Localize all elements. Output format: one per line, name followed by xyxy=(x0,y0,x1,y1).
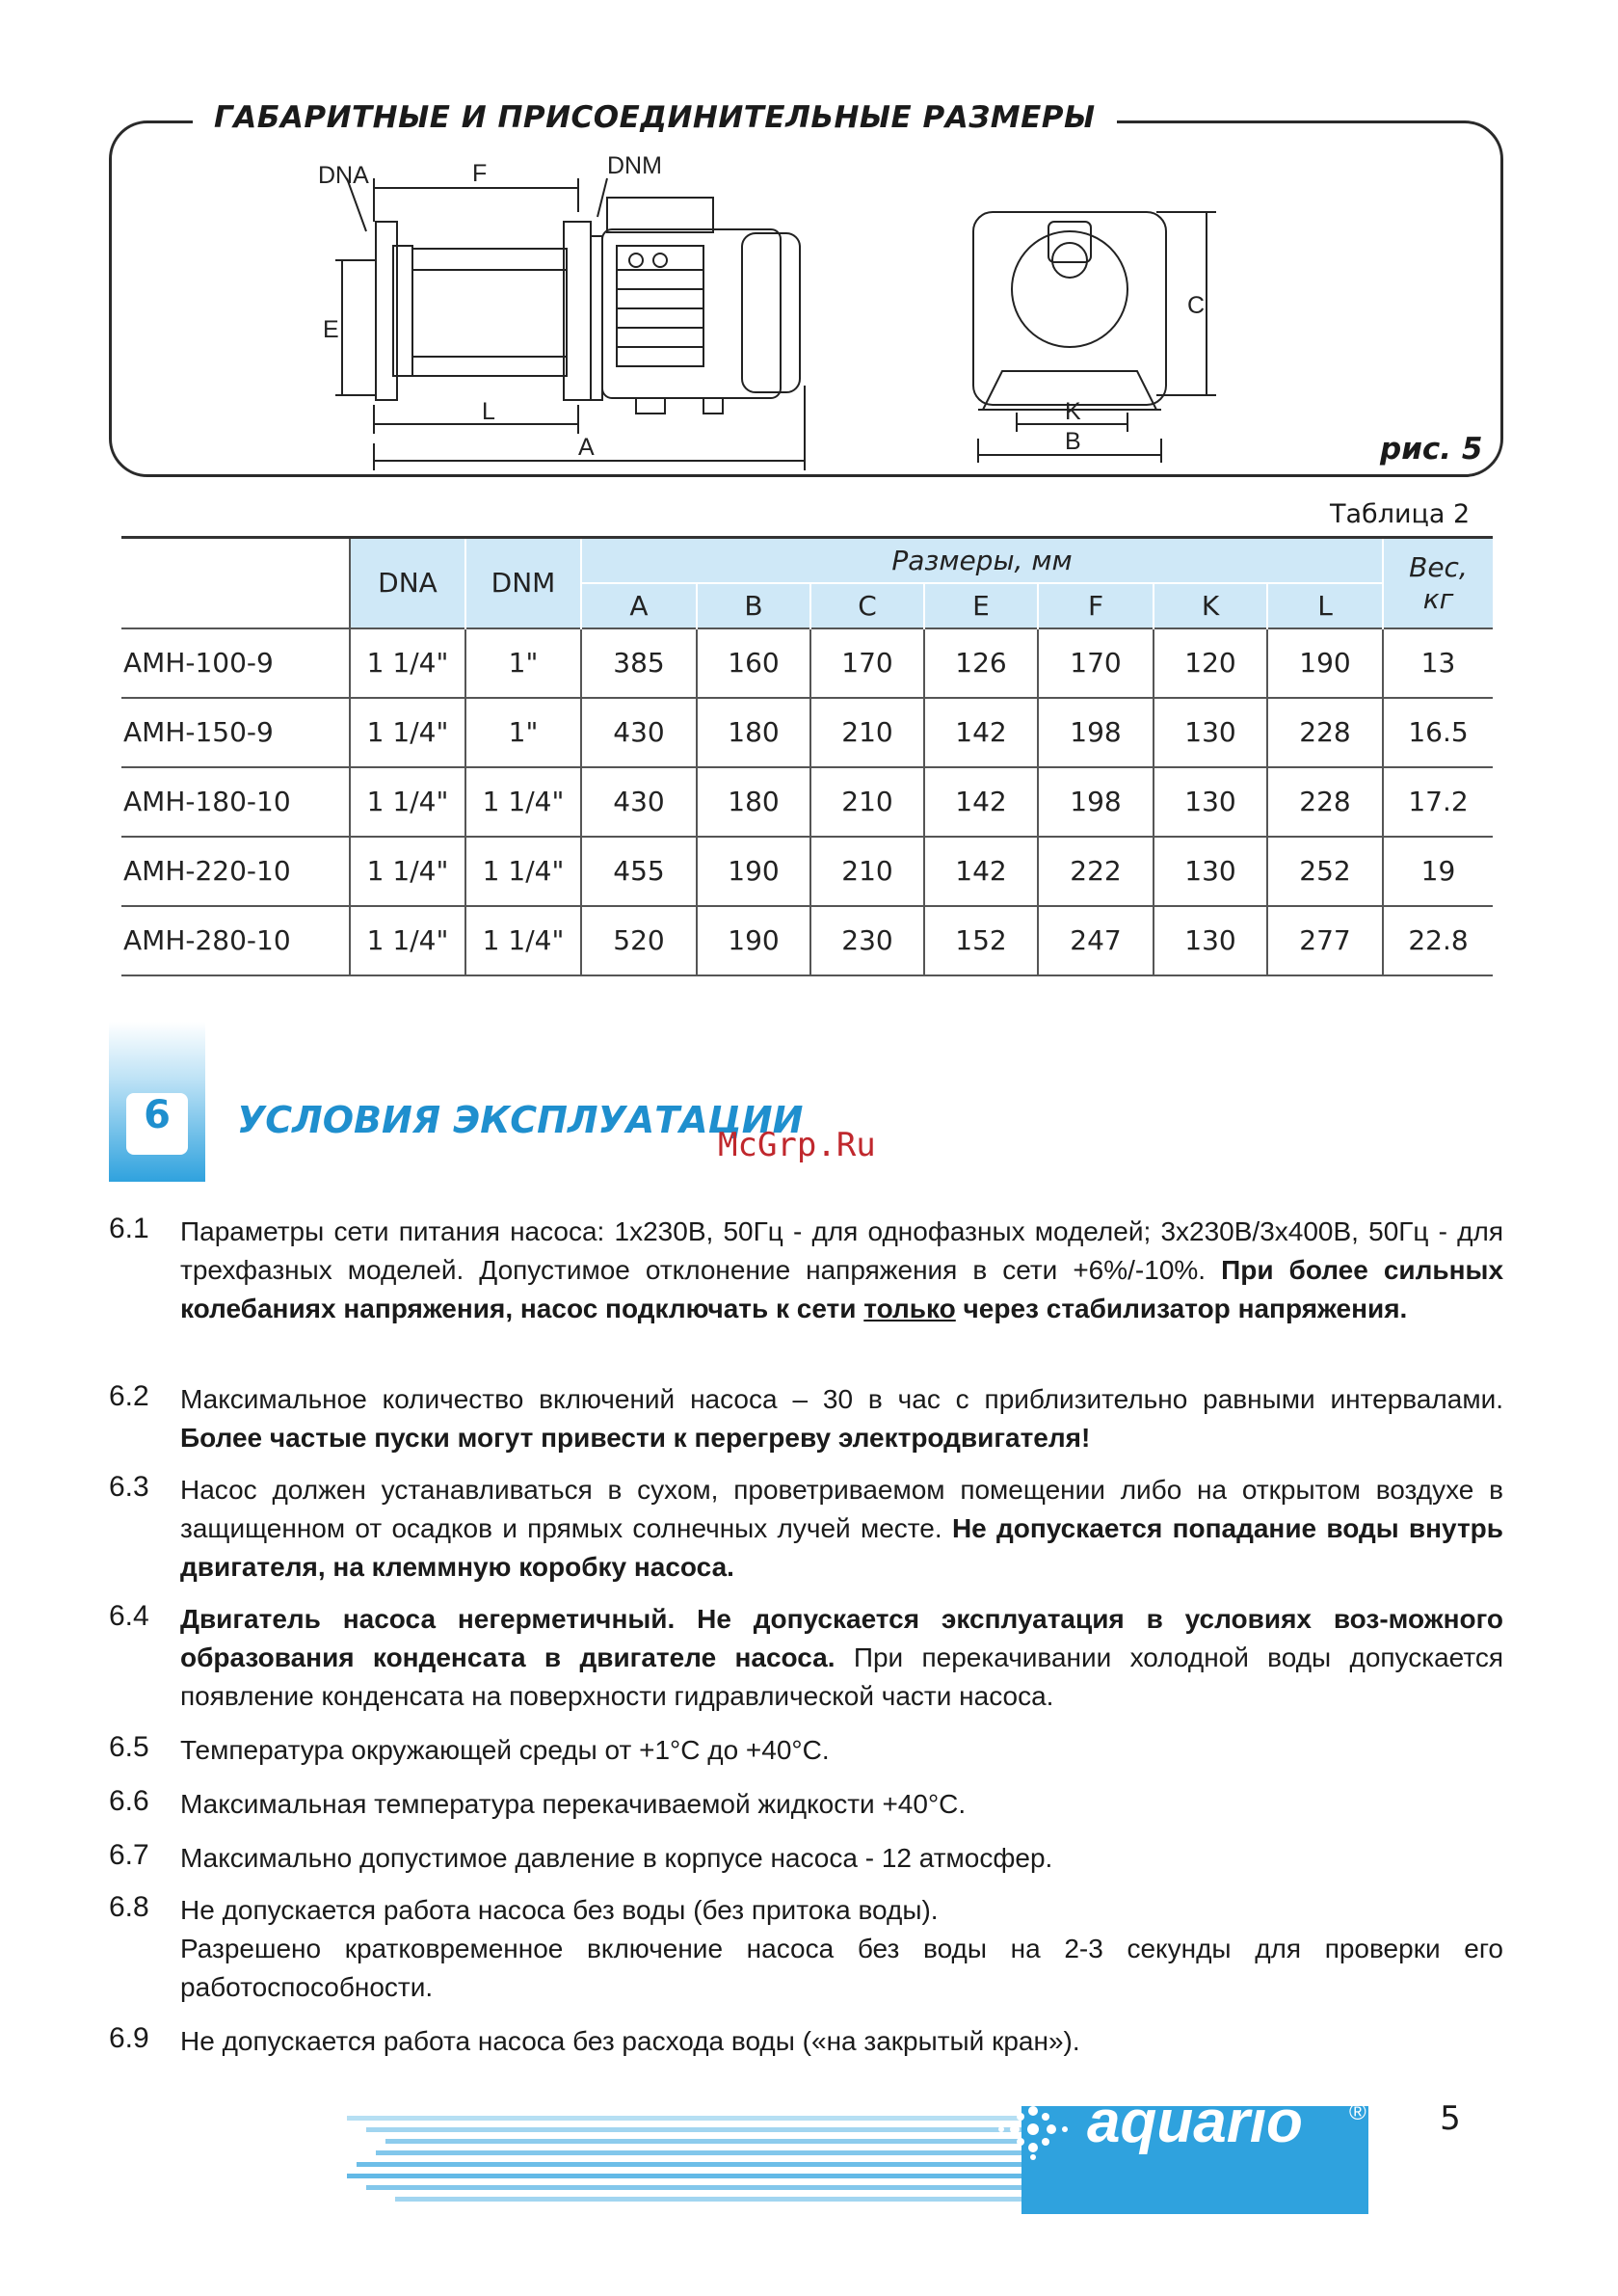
item-number: 6.7 xyxy=(109,1839,149,1871)
item-text-plain: Разрешено кратковременное включение насоса без воды на 2-3 секунды для проверки его работоспособности. xyxy=(180,1934,1503,2002)
cell-model: AMH-100-9 xyxy=(121,628,350,698)
pump-front-view xyxy=(964,193,1233,463)
cell-l: 228 xyxy=(1267,698,1383,767)
cell-f: 170 xyxy=(1038,628,1154,698)
cell-dna: 1 1/4" xyxy=(350,767,465,837)
cell-l: 228 xyxy=(1267,767,1383,837)
header-dim-f: F xyxy=(1038,583,1154,628)
section-number: 6 xyxy=(126,1093,188,1155)
pump-side-view xyxy=(318,154,819,472)
item-text-plain: Параметры сети питания насоса: 1x230В, 50Гц - для однофазных моделей; 3x230В/3x400В, 50Гц - для трехфазных моделей. Допустимое отклонение напряжения в сети +6%/-10%. xyxy=(180,1216,1503,1285)
item-number: 6.1 xyxy=(109,1213,149,1244)
item-text-bold: через стабилизатор напряжения. xyxy=(963,1294,1408,1323)
item-text: Максимально допустимое давление в корпусе насоса - 12 атмосфер. xyxy=(180,1843,1053,1873)
item-number: 6.8 xyxy=(109,1891,149,1923)
cell-model: AMH-180-10 xyxy=(121,767,350,837)
cell-weight: 16.5 xyxy=(1383,698,1493,767)
table-row xyxy=(121,767,1493,837)
item-text-bold: Более частые пуски могут привести к перегреву электродвигателя! xyxy=(180,1423,1091,1453)
label-a: A xyxy=(578,434,595,461)
cell-a: 430 xyxy=(581,698,697,767)
cell-dnm: 1 1/4" xyxy=(465,906,581,975)
item-number: 6.3 xyxy=(109,1471,149,1503)
item-text xyxy=(180,1891,1503,2007)
label-dna: DNA xyxy=(318,162,369,189)
cell-f: 222 xyxy=(1038,837,1154,906)
cell-l: 277 xyxy=(1267,906,1383,975)
item-text xyxy=(180,1471,1503,1587)
cell-weight: 17.2 xyxy=(1383,767,1493,837)
cell-weight: 13 xyxy=(1383,628,1493,698)
brand-registered-mark: ® xyxy=(1349,2099,1366,2125)
label-e: E xyxy=(323,316,339,343)
cell-f: 247 xyxy=(1038,906,1154,975)
item-text-underlined: только xyxy=(863,1294,956,1323)
cell-dnm: 1 1/4" xyxy=(465,837,581,906)
figure-caption: рис. 5 xyxy=(1380,432,1483,467)
figure-title: ГАБАРИТНЫЕ И ПРИСОЕДИНИТЕЛЬНЫЕ РАЗМЕРЫ xyxy=(193,100,1117,135)
cell-e: 126 xyxy=(924,628,1038,698)
cell-k: 130 xyxy=(1154,698,1267,767)
header-weight xyxy=(1383,538,1493,628)
label-k: K xyxy=(1065,398,1081,425)
cell-b: 180 xyxy=(697,767,810,837)
table-row xyxy=(121,837,1493,906)
table-row xyxy=(121,906,1493,975)
cell-dna: 1 1/4" xyxy=(350,628,465,698)
cell-c: 210 xyxy=(810,767,924,837)
item-text: Не допускается работа насоса без расхода воды («на закрытый кран»). xyxy=(180,2026,1080,2056)
table-row xyxy=(121,628,1493,698)
header-dim-e: E xyxy=(924,583,1038,628)
table-number: Таблица 2 xyxy=(1330,499,1471,529)
item-number: 6.6 xyxy=(109,1785,149,1817)
page-number: 5 xyxy=(1419,2099,1481,2161)
cell-dnm: 1 1/4" xyxy=(465,767,581,837)
header-dim-l: L xyxy=(1267,583,1383,628)
cell-f: 198 xyxy=(1038,767,1154,837)
label-dnm: DNM xyxy=(607,154,662,179)
item-text-bold: При более сильных колебаниях напряжения, насос подключать к сети xyxy=(180,1255,1504,1323)
cell-dnm: 1" xyxy=(465,698,581,767)
cell-c: 210 xyxy=(810,837,924,906)
watermark: McGrp.Ru xyxy=(718,1126,876,1164)
item-text-bold: Не допускается попадание воды внутрь двигателя, на клеммную коробку насоса. xyxy=(180,1513,1503,1582)
cell-model: AMH-150-9 xyxy=(121,698,350,767)
cell-l: 252 xyxy=(1267,837,1383,906)
item-text: Температура окружающей среды от +1°С до +40°С. xyxy=(180,1735,830,1765)
cell-c: 210 xyxy=(810,698,924,767)
cell-c: 230 xyxy=(810,906,924,975)
header-dna: DNA xyxy=(350,538,465,628)
header-blank xyxy=(121,538,350,628)
header-dim-k: K xyxy=(1154,583,1267,628)
cell-c: 170 xyxy=(810,628,924,698)
label-f: F xyxy=(472,160,488,187)
header-dimensions-group: Размеры, мм xyxy=(581,538,1383,583)
cell-model: AMH-220-10 xyxy=(121,837,350,906)
brand-name: aquario xyxy=(1087,2089,1303,2155)
label-l: L xyxy=(482,398,495,425)
cell-e: 142 xyxy=(924,837,1038,906)
header-dim-c: C xyxy=(810,583,924,628)
item-text-plain: Насос должен устанавливаться в сухом, проветриваемом помещении либо на открытом воздухе в защищенном от осадков и прямых солнечных лучей месте. xyxy=(180,1475,1503,1543)
cell-a: 455 xyxy=(581,837,697,906)
cell-l: 190 xyxy=(1267,628,1383,698)
item-text: Максимальная температура перекачиваемой жидкости +40°С. xyxy=(180,1789,967,1819)
table-row xyxy=(121,698,1493,767)
cell-k: 130 xyxy=(1154,767,1267,837)
label-b: B xyxy=(1065,428,1081,455)
item-text-plain: Не допускается работа насоса без воды (без притока воды). xyxy=(180,1895,939,1925)
label-c: C xyxy=(1187,292,1206,319)
cell-b: 190 xyxy=(697,906,810,975)
item-number: 6.2 xyxy=(109,1380,149,1412)
cell-dna: 1 1/4" xyxy=(350,837,465,906)
cell-e: 142 xyxy=(924,767,1038,837)
cell-weight: 19 xyxy=(1383,837,1493,906)
item-text xyxy=(180,1600,1503,1716)
item-text xyxy=(180,1380,1503,1457)
header-dim-a: A xyxy=(581,583,697,628)
header-weight-line1: Вес, xyxy=(1409,550,1468,583)
cell-k: 120 xyxy=(1154,628,1267,698)
item-text-bold: Двигатель насоса негерметичный. Не допускается эксплуатация в условиях воз-можного образования конденсата в двигателе насоса. xyxy=(180,1604,1503,1672)
dimensions-table xyxy=(121,536,1493,976)
item-number: 6.5 xyxy=(109,1731,149,1763)
cell-dna: 1 1/4" xyxy=(350,906,465,975)
cell-k: 130 xyxy=(1154,906,1267,975)
item-number: 6.9 xyxy=(109,2022,149,2054)
cell-f: 198 xyxy=(1038,698,1154,767)
cell-b: 180 xyxy=(697,698,810,767)
item-text-plain: При перекачивании холодной воды допускается появление конденсата на поверхности гидравлической части насоса. xyxy=(180,1642,1503,1711)
aquario-logo-icon xyxy=(988,2097,1079,2161)
cell-model: AMH-280-10 xyxy=(121,906,350,975)
section-title: УСЛОВИЯ ЭКСПЛУАТАЦИИ xyxy=(237,1099,804,1141)
cell-a: 430 xyxy=(581,767,697,837)
cell-e: 142 xyxy=(924,698,1038,767)
item-number: 6.4 xyxy=(109,1600,149,1632)
cell-b: 190 xyxy=(697,837,810,906)
cell-dnm: 1" xyxy=(465,628,581,698)
header-dim-b: B xyxy=(697,583,810,628)
cell-b: 160 xyxy=(697,628,810,698)
cell-dna: 1 1/4" xyxy=(350,698,465,767)
item-text xyxy=(180,1213,1503,1328)
cell-weight: 22.8 xyxy=(1383,906,1493,975)
cell-k: 130 xyxy=(1154,837,1267,906)
item-text-plain: Максимальное количество включений насоса – 30 в час с приблизительно равными интервалами. xyxy=(180,1384,1503,1414)
cell-a: 520 xyxy=(581,906,697,975)
cell-e: 152 xyxy=(924,906,1038,975)
header-dnm: DNM xyxy=(465,538,581,628)
header-weight-line2: кг xyxy=(1422,582,1454,615)
cell-a: 385 xyxy=(581,628,697,698)
